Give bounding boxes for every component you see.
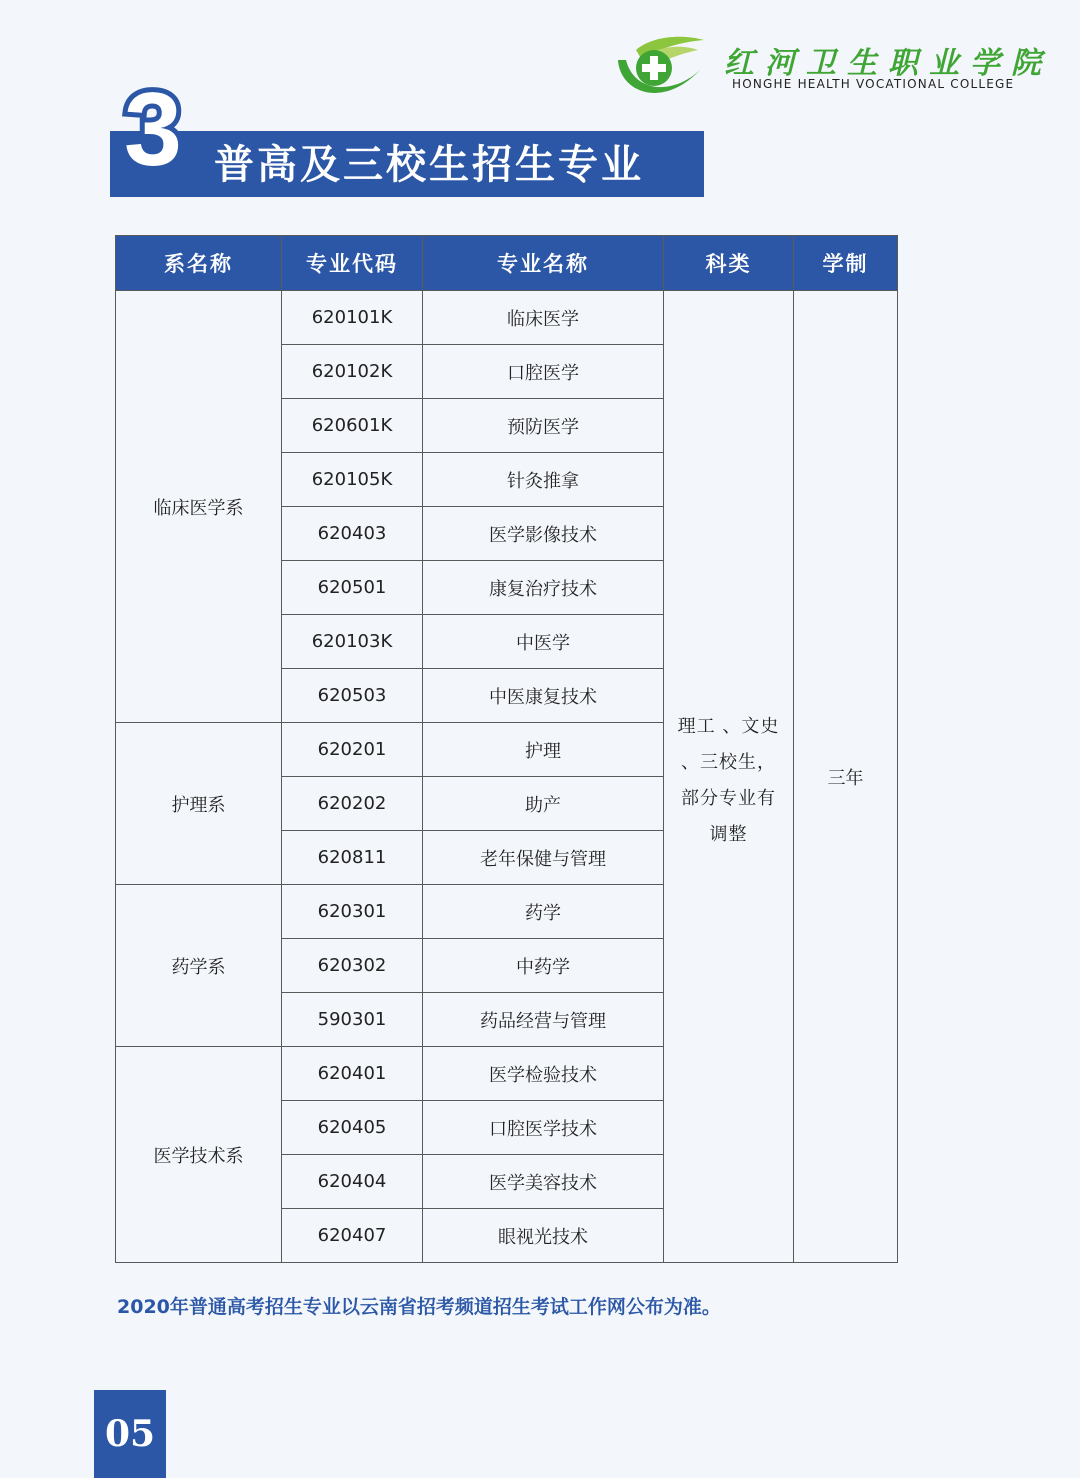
major-name: 老年保健与管理 bbox=[423, 831, 664, 885]
category-text: 理工 、文史 、三校生，部分专业有调整 bbox=[677, 716, 780, 845]
table-header-row bbox=[116, 236, 898, 291]
major-code: 620302 bbox=[282, 939, 423, 993]
section-number: 3 bbox=[124, 72, 182, 188]
header-major-code: 专业代码 bbox=[282, 236, 423, 291]
major-name: 眼视光技术 bbox=[423, 1209, 664, 1263]
major-code: 620101K bbox=[282, 291, 423, 345]
major-name: 预防医学 bbox=[423, 399, 664, 453]
major-name: 中药学 bbox=[423, 939, 664, 993]
major-name: 针灸推拿 bbox=[423, 453, 664, 507]
major-code: 620105K bbox=[282, 453, 423, 507]
college-name-cn: 红河卫生职业学院 bbox=[724, 46, 1052, 81]
category-cell bbox=[664, 291, 794, 1263]
major-name: 医学检验技术 bbox=[423, 1047, 664, 1101]
major-name: 药学 bbox=[423, 885, 664, 939]
major-code: 620201 bbox=[282, 723, 423, 777]
major-code: 620501 bbox=[282, 561, 423, 615]
major-code: 620102K bbox=[282, 345, 423, 399]
department-name: 护理系 bbox=[116, 723, 282, 885]
department-name: 医学技术系 bbox=[116, 1047, 282, 1263]
admission-note: 2020年普通高考招生专业以云南省招考频道招生考试工作网公布为准。 bbox=[117, 1296, 721, 1318]
major-code: 620407 bbox=[282, 1209, 423, 1263]
major-name: 药品经营与管理 bbox=[423, 993, 664, 1047]
major-name: 中医康复技术 bbox=[423, 669, 664, 723]
major-code: 620202 bbox=[282, 777, 423, 831]
major-code: 620405 bbox=[282, 1101, 423, 1155]
major-code: 620401 bbox=[282, 1047, 423, 1101]
page-number: 05 bbox=[94, 1390, 166, 1478]
major-code: 620601K bbox=[282, 399, 423, 453]
major-name: 医学美容技术 bbox=[423, 1155, 664, 1209]
cross-leaf-logo-icon bbox=[612, 30, 708, 106]
major-code: 620103K bbox=[282, 615, 423, 669]
header-major-name: 专业名称 bbox=[423, 236, 664, 291]
major-name: 中医学 bbox=[423, 615, 664, 669]
majors-table bbox=[115, 235, 898, 1263]
major-code: 620811 bbox=[282, 831, 423, 885]
college-name-en: HONGHE HEALTH VOCATIONAL COLLEGE bbox=[732, 77, 1015, 91]
major-code: 620503 bbox=[282, 669, 423, 723]
major-name: 助产 bbox=[423, 777, 664, 831]
header-category: 科类 bbox=[664, 236, 794, 291]
department-name: 临床医学系 bbox=[116, 291, 282, 723]
major-name: 医学影像技术 bbox=[423, 507, 664, 561]
header-department: 系名称 bbox=[116, 236, 282, 291]
major-code: 620301 bbox=[282, 885, 423, 939]
major-code: 620404 bbox=[282, 1155, 423, 1209]
major-name: 护理 bbox=[423, 723, 664, 777]
department-name: 药学系 bbox=[116, 885, 282, 1047]
section-title: 普高及三校生招生专业 bbox=[214, 142, 644, 188]
major-code: 620403 bbox=[282, 507, 423, 561]
major-name: 口腔医学 bbox=[423, 345, 664, 399]
major-name: 口腔医学技术 bbox=[423, 1101, 664, 1155]
duration-cell: 三年 bbox=[794, 291, 898, 1263]
major-code: 590301 bbox=[282, 993, 423, 1047]
major-name: 康复治疗技术 bbox=[423, 561, 664, 615]
table-row bbox=[116, 291, 898, 345]
major-name: 临床医学 bbox=[423, 291, 664, 345]
header-duration: 学制 bbox=[794, 236, 898, 291]
college-logo bbox=[612, 30, 1052, 106]
